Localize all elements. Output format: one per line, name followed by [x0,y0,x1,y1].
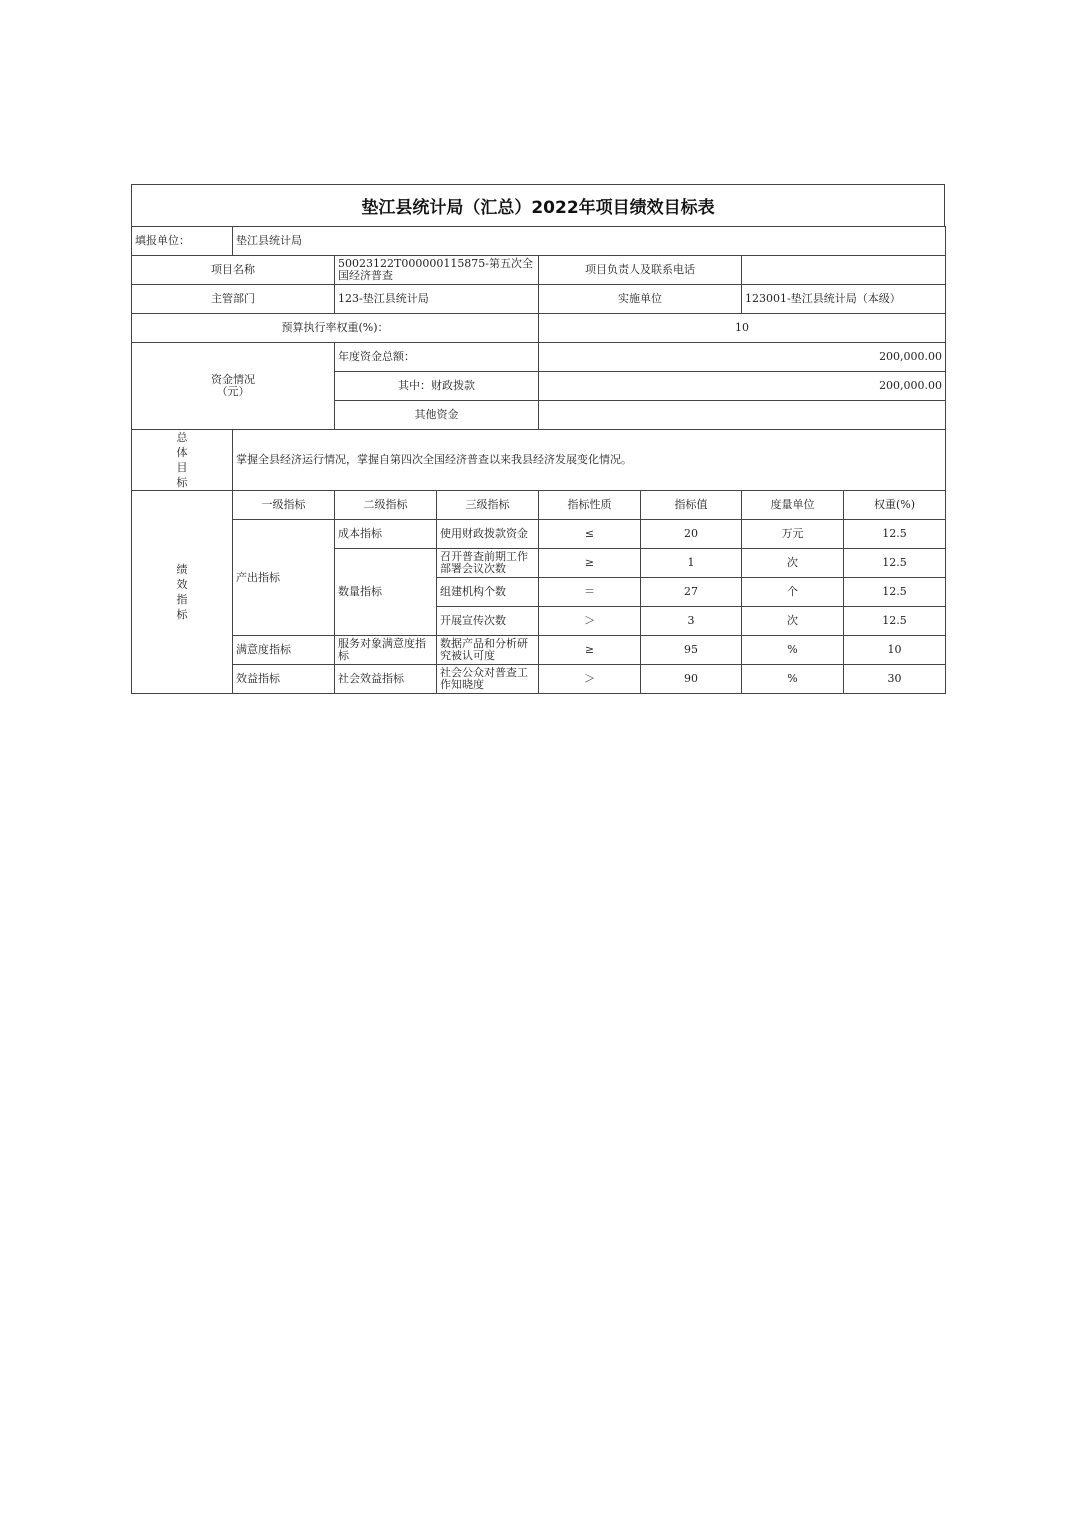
goal-text: 掌握全县经济运行情况，掌握自第四次全国经济普查以来我县经济发展变化情况。 [233,430,946,491]
unit-cell: 次 [742,549,844,578]
budget-weight-label: 预算执行率权重(%)： [132,314,539,343]
col-header-weight: 权重(%) [844,491,946,520]
dept-label: 主管部门 [132,285,335,314]
level2-cell: 社会效益指标 [335,665,437,694]
project-name-value: 50023122T000000115875-第五次全国经济普查 [335,256,539,285]
funds-label [132,343,335,430]
level2-cost: 成本指标 [335,520,437,549]
level3-cell: 使用财政拨款资金 [437,520,539,549]
funds-other-label: 其他资金 [335,401,539,430]
level3-cell: 开展宣传次数 [437,607,539,636]
funds-label-line2: （元） [216,385,250,398]
unit-cell: 万元 [742,520,844,549]
budget-weight-value: 10 [539,314,946,343]
level1-benefit: 效益指标 [233,665,335,694]
dept-value: 123-垫江县统计局 [335,285,539,314]
funds-other-value [539,401,946,430]
fill-unit-label: 填报单位： [132,227,233,256]
level2-quantity: 数量指标 [335,549,437,636]
level2-cell: 服务对象满意度指标 [335,636,437,665]
contact-label: 项目负责人及联系电话 [539,256,742,285]
sheet-title: 垫江县统计局（汇总）2022年项目绩效目标表 [131,184,945,226]
performance-target-sheet [131,184,945,694]
funds-fiscal-value: 200,000.00 [539,372,946,401]
contact-value [742,256,946,285]
goal-label [132,430,233,491]
performance-label-char: 标 [176,608,188,621]
performance-label-char: 效 [176,578,188,591]
weight-cell: 12.5 [844,520,946,549]
performance-label-char: 指 [176,593,188,606]
weight-cell: 12.5 [844,607,946,636]
target-table [131,226,946,694]
unit-cell: % [742,665,844,694]
col-header-level3: 三级指标 [437,491,539,520]
performance-label [132,491,233,694]
value-cell: 1 [641,549,742,578]
level3-cell: 数据产品和分析研究被认可度 [437,636,539,665]
level3-cell: 组建机构个数 [437,578,539,607]
level3-cell: 召开普查前期工作部署会议次数 [437,549,539,578]
col-header-nature: 指标性质 [539,491,641,520]
funds-fiscal-label: 其中：财政拨款 [335,372,539,401]
funds-total-value: 200,000.00 [539,343,946,372]
unit-cell: % [742,636,844,665]
col-header-level1: 一级指标 [233,491,335,520]
weight-cell: 12.5 [844,578,946,607]
nature-cell: ＞ [539,607,641,636]
value-cell: 27 [641,578,742,607]
nature-cell: ＞ [539,665,641,694]
nature-cell: ≤ [539,520,641,549]
weight-cell: 10 [844,636,946,665]
goal-label-char: 体 [176,446,188,459]
value-cell: 95 [641,636,742,665]
project-name-label: 项目名称 [132,256,335,285]
performance-label-char: 绩 [176,563,188,576]
col-header-level2: 二级指标 [335,491,437,520]
goal-label-char: 总 [176,431,188,444]
level1-output: 产出指标 [233,520,335,636]
unit-cell: 次 [742,607,844,636]
goal-label-char: 标 [176,476,188,489]
value-cell: 90 [641,665,742,694]
nature-cell: ≥ [539,549,641,578]
weight-cell: 12.5 [844,549,946,578]
impl-label: 实施单位 [539,285,742,314]
level3-cell: 社会公众对普查工作知晓度 [437,665,539,694]
col-header-value: 指标值 [641,491,742,520]
value-cell: 20 [641,520,742,549]
nature-cell: ≥ [539,636,641,665]
funds-label-line1: 资金情况 [211,373,255,386]
nature-cell: ＝ [539,578,641,607]
col-header-unit: 度量单位 [742,491,844,520]
fill-unit-value: 垫江县统计局 [233,227,946,256]
weight-cell: 30 [844,665,946,694]
funds-total-label: 年度资金总额： [335,343,539,372]
unit-cell: 个 [742,578,844,607]
level1-satisfaction: 满意度指标 [233,636,335,665]
value-cell: 3 [641,607,742,636]
goal-label-char: 目 [176,461,188,474]
impl-value: 123001-垫江县统计局（本级） [742,285,946,314]
